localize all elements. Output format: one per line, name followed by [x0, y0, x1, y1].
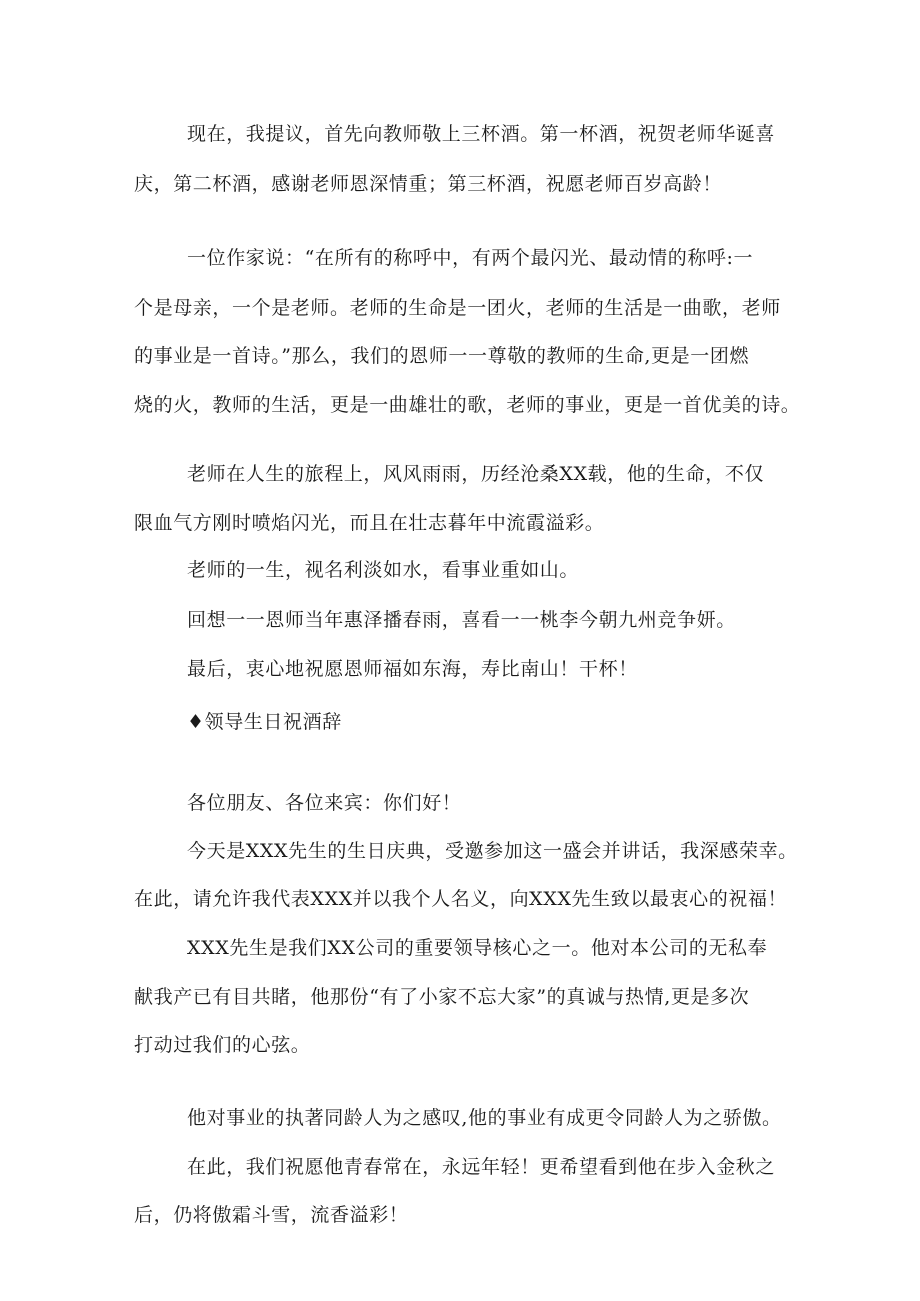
paragraph-line: 的事业是一首诗。”那么，我们的恩师一一尊敬的教师的生命,更是一团燃: [134, 345, 750, 367]
paragraph-line: 献我产已有目共睹，他那份“有了小家不忘大家”的真诚与热情,更是多次: [134, 986, 750, 1008]
paragraph-line: 今天是XXX先生的生日庆典，受邀参加这一盛会并讲话，我深感荣幸。: [187, 840, 798, 862]
paragraph-line: 后，仍将傲霜斗雪，流香溢彩！: [134, 1204, 409, 1226]
paragraph-line: 最后，衷心地祝愿恩师福如东海，寿比南山！干杯！: [187, 658, 638, 680]
paragraph-line: 现在，我提议，首先向教师敬上三杯酒。第一杯酒，祝贺老师华诞喜: [187, 123, 776, 145]
paragraph-line: 一位作家说：“在所有的称呼中，有两个最闪光、最动情的称呼:一: [187, 247, 754, 269]
paragraph-line: 老师的一生，视名利淡如水，看事业重如山。: [187, 559, 580, 581]
paragraph-line: XXX先生是我们XX公司的重要领导核心之一。他对本公司的无私奉: [187, 937, 768, 959]
paragraph-line: 限血气方刚时喷焰闪光，而且在壮志暮年中流霞溢彩。: [134, 512, 605, 534]
paragraph-line: 回想一一恩师当年惠泽播春雨，喜看一一桃李今朝九州竞争妍。: [187, 609, 736, 631]
paragraph-line: 个是母亲，一个是老师。老师的生命是一团火，老师的生活是一曲歌，老师: [134, 297, 781, 319]
paragraph-line: 打动过我们的心弦。: [134, 1034, 311, 1056]
section-heading: ♦领导生日祝酒辞: [187, 711, 342, 733]
paragraph-line: 各位朋友、各位来宾：你们好！: [187, 792, 462, 814]
paragraph-line: 在此，我们祝愿他青春常在，永远年轻！更希望看到他在步入金秋之: [187, 1156, 776, 1178]
paragraph-line: 烧的火，教师的生活，更是一曲雄壮的歌，老师的事业，更是一首优美的诗。: [134, 394, 801, 416]
paragraph-line: 他对事业的执著同龄人为之感叹,他的事业有成更令同龄人为之骄傲。: [187, 1107, 782, 1129]
paragraph-line: 老师在人生的旅程上，风风雨雨，历经沧桑XX载，他的生命，不仅: [187, 463, 765, 485]
paragraph-line: 庆，第二杯酒，感谢老师恩深情重；第三杯酒，祝愿老师百岁高龄！: [134, 173, 723, 195]
paragraph-line: 在此，请允许我代表XXX并以我个人名义，向XXX先生致以最衷心的祝福！: [134, 888, 788, 910]
